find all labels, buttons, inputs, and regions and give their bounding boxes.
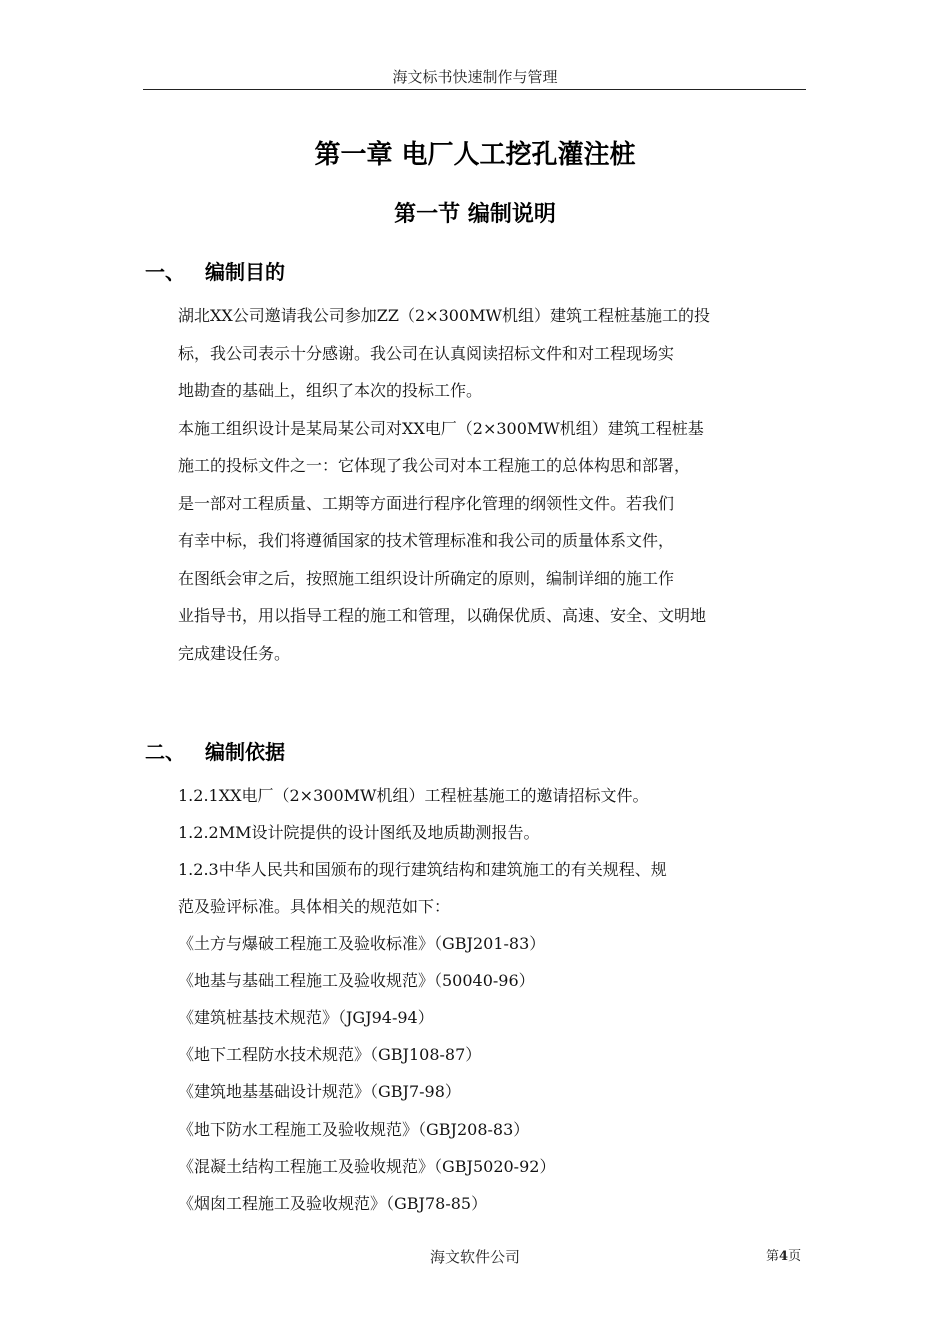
basis-line: 1.2.2MM设计院提供的设计图纸及地质勘测报告。 (178, 823, 540, 842)
page-prefix: 第 (766, 1249, 780, 1264)
section-title: 第一节 编制说明 (394, 202, 556, 227)
standard-item: 《土方与爆破工程施工及验收标准》（GBJ201-83） (178, 934, 546, 953)
standard-item: 《建筑桩基技术规范》（JGJ94-94） (178, 1008, 434, 1027)
heading-purpose (145, 256, 285, 285)
standard-item: 《建筑地基基础设计规范》（GBJ7-98） (178, 1082, 461, 1101)
basis-line: 范及验评标准。具体相关的规范如下： (178, 897, 451, 916)
heading-number: 二、 (145, 740, 185, 764)
standard-item: 《混凝土结构工程施工及验收规范》（GBJ5020-92） (178, 1157, 556, 1176)
paragraph-line: 施工的投标文件之一：它体现了我公司对本工程施工的总体构思和部署， (178, 456, 691, 475)
basis-line: 1.2.1XX电厂（2×300MW机组）工程桩基施工的邀请招标文件。 (178, 786, 649, 805)
heading-basis (145, 736, 285, 765)
paragraph-line: 在图纸会审之后，按照施工组织设计所确定的原则，编制详细的施工作 (178, 569, 675, 588)
page-header-title: 海文标书快速制作与管理 (392, 68, 558, 86)
standard-item: 《地基与基础工程施工及验收规范》（50040-96） (178, 971, 535, 990)
footer-company: 海文软件公司 (429, 1248, 520, 1266)
standard-item: 《烟囱工程施工及验收规范》（GBJ78-85） (178, 1194, 488, 1213)
paragraph-line: 是一部对工程质量、工期等方面进行程序化管理的纲领性文件。若我们 (178, 494, 675, 513)
page-suffix: 页 (788, 1249, 802, 1264)
standard-item: 《地下工程防水技术规范》（GBJ108-87） (178, 1045, 482, 1064)
paragraph-line: 本施工组织设计是某局某公司对XX电厂（2×300MW机组）建筑工程桩基 (178, 419, 704, 438)
footer-page-number (766, 1245, 801, 1264)
paragraph-line: 有幸中标，我们将遵循国家的技术管理标准和我公司的质量体系文件， (178, 531, 675, 550)
header-rule (143, 89, 806, 90)
heading-text: 编制目的 (205, 260, 285, 284)
paragraph-line: 完成建设任务。 (178, 644, 291, 663)
heading-text: 编制依据 (205, 740, 285, 764)
paragraph-line: 湖北XX公司邀请我公司参加ZZ（2×300MW机组）建筑工程桩基施工的投 (178, 306, 710, 325)
paragraph-line: 标，我公司表示十分感谢。我公司在认真阅读招标文件和对工程现场实 (178, 344, 675, 363)
heading-number: 一、 (145, 260, 185, 284)
standard-item: 《地下防水工程施工及验收规范》（GBJ208-83） (178, 1120, 530, 1139)
page-number: 4 (779, 1249, 789, 1264)
paragraph-line: 地勘查的基础上，组织了本次的投标工作。 (178, 381, 483, 400)
basis-line: 1.2.3中华人民共和国颁布的现行建筑结构和建筑施工的有关规程、规 (178, 860, 667, 879)
chapter-title: 第一章 电厂人工挖孔灌注桩 (314, 140, 636, 170)
paragraph-line: 业指导书，用以指导工程的施工和管理，以确保优质、高速、安全、文明地 (178, 606, 707, 625)
